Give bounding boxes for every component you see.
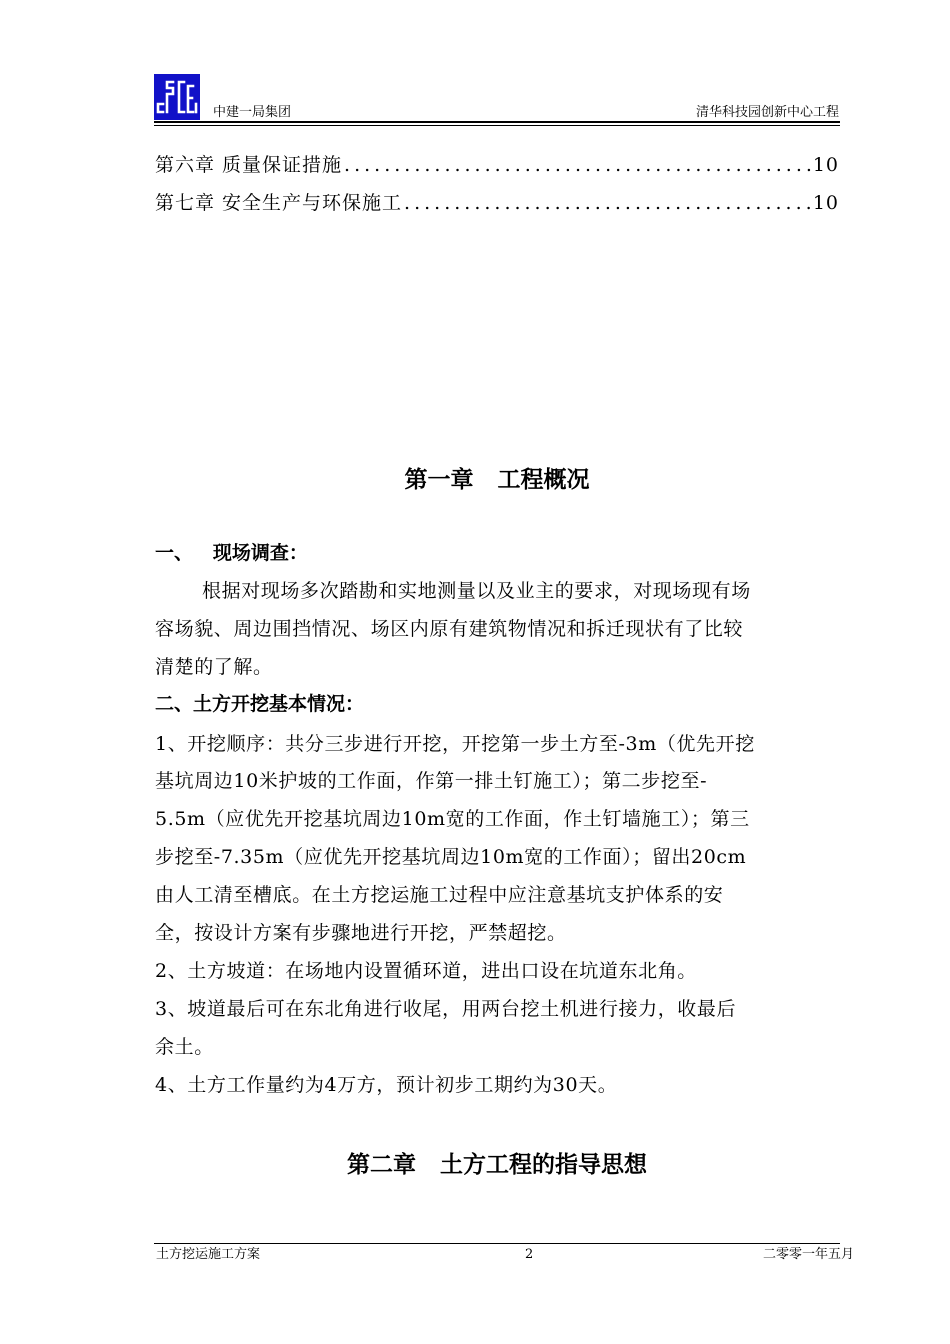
section-1-title: 一、 现场调查： xyxy=(155,542,308,564)
paragraph-line: 5.5m（应优先开挖基坑周边10m宽的工作面，作土钉墙施工）；第三 xyxy=(155,808,750,830)
paragraph-line: 基坑周边10米护坡的工作面，作第一排土钉施工）；第二步挖至- xyxy=(155,770,708,792)
paragraph-line: 根据对现场多次踏勘和实地测量以及业主的要求，对现场现有场 xyxy=(202,580,751,602)
toc-entry-page: 10 xyxy=(812,192,839,214)
paragraph-line: 4、土方工作量约为4万方，预计初步工期约为30天。 xyxy=(155,1074,618,1096)
footer-document-title: 土方挖运施工方案 xyxy=(156,1247,261,1262)
chapter-2-title: 第二章 土方工程的指导思想 xyxy=(346,1152,648,1178)
header-rule-thin xyxy=(154,125,840,126)
paragraph-line: 容场貌、周边围挡情况、场区内原有建筑物情况和拆迁现状有了比较 xyxy=(155,618,744,640)
toc-leader-dots xyxy=(344,153,811,177)
cscec-logo xyxy=(154,74,200,120)
paragraph-line: 余土。 xyxy=(155,1036,214,1058)
paragraph-line: 清楚的了解。 xyxy=(155,656,273,678)
toc-entry-chapter-6[interactable] xyxy=(155,149,839,177)
paragraph-line: 步挖至-7.35m（应优先开挖基坑周边10m宽的工作面）；留出20cm xyxy=(155,846,747,868)
toc-leader-dots xyxy=(404,191,811,215)
chapter-1-title: 第一章 工程概况 xyxy=(404,467,590,493)
header-rule-thick xyxy=(154,121,840,123)
logo-mark-icon xyxy=(154,74,200,120)
section-2-title: 二、土方开挖基本情况： xyxy=(155,693,365,715)
paragraph-line: 由人工清至槽底。在土方挖运施工过程中应注意基坑支护体系的安 xyxy=(155,884,724,906)
header-project-name: 清华科技园创新中心工程 xyxy=(695,105,839,120)
toc-entry-page: 10 xyxy=(812,154,839,176)
paragraph-line: 全，按设计方案有步骤地进行开挖，严禁超挖。 xyxy=(155,922,567,944)
paragraph-line: 3、坡道最后可在东北角进行收尾，用两台挖土机进行接力，收最后 xyxy=(155,998,737,1020)
footer-date: 二零零一年五月 xyxy=(762,1247,854,1262)
toc-entry-label: 第七章 安全生产与环保施工 xyxy=(155,192,403,214)
footer-rule xyxy=(154,1243,840,1244)
paragraph-line: 1、开挖顺序：共分三步进行开挖，开挖第一步土方至-3m（优先开挖 xyxy=(155,733,755,755)
paragraph-line: 2、土方坡道：在场地内设置循环道，进出口设在坑道东北角。 xyxy=(155,960,697,982)
toc-entry-label: 第六章 质量保证措施 xyxy=(155,154,343,176)
toc-entry-chapter-7[interactable] xyxy=(155,187,839,215)
footer-page-number: 2 xyxy=(525,1247,534,1262)
header-company-name: 中建一局集团 xyxy=(213,105,292,120)
